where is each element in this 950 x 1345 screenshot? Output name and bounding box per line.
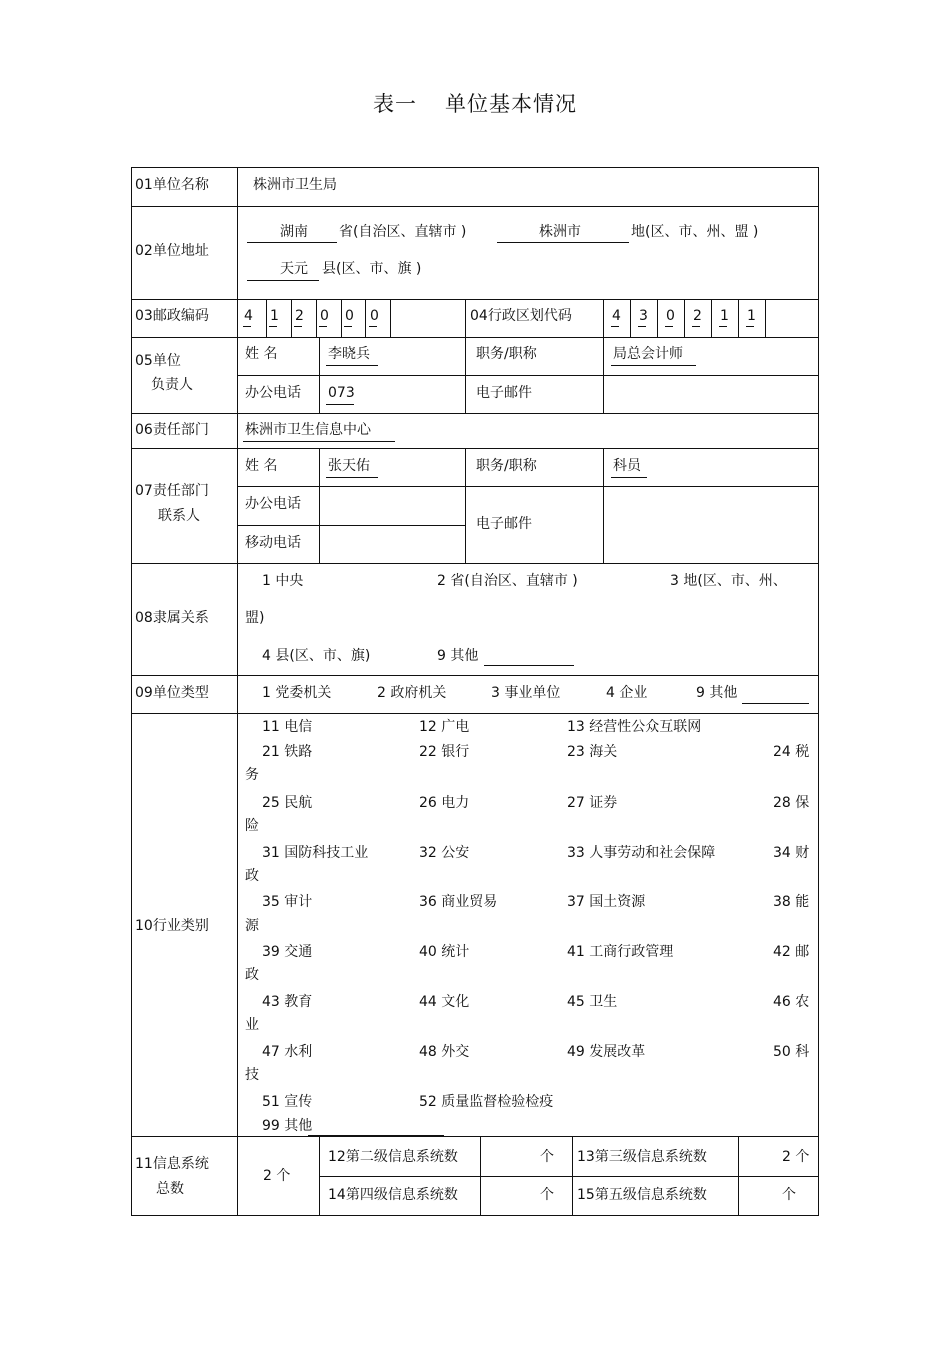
level4-count-value[interactable]: 个 [540, 1187, 554, 1203]
admin-digit[interactable]: 1 [720, 308, 729, 324]
row-divider [237, 525, 465, 526]
postal-digit[interactable]: 0 [345, 308, 354, 324]
level3-count-value[interactable]: 2 个 [782, 1149, 810, 1165]
contact-name-label: 姓 名 [245, 458, 278, 474]
digit-divider [316, 299, 317, 337]
digit-tick [294, 326, 302, 327]
province-suffix: 省(自治区、直辖市 ) [339, 224, 467, 240]
leader-phone-underline [326, 404, 354, 405]
level3-count-label: 13第三级信息系统数 [577, 1149, 707, 1165]
industry-item-wrap: 险 [245, 818, 259, 834]
industry-item[interactable]: 48 外交 [419, 1044, 470, 1060]
col-divider [480, 1136, 481, 1215]
responsible-dept-underline [243, 441, 395, 442]
digit-divider [711, 299, 712, 337]
digit-tick [344, 326, 352, 327]
digit-tick [719, 326, 727, 327]
admin-digit[interactable]: 2 [693, 308, 702, 324]
industry-item[interactable]: 35 审计 [262, 894, 313, 910]
col-divider [465, 337, 466, 413]
label-leader-line1: 05单位 [135, 353, 181, 369]
level2-count-value[interactable]: 个 [540, 1149, 554, 1165]
industry-item-wrap: 政 [245, 967, 259, 983]
row-divider [132, 448, 818, 449]
postal-digit[interactable]: 1 [270, 308, 279, 324]
industry-item[interactable]: 32 公安 [419, 845, 470, 861]
label-contact-line2: 联系人 [158, 508, 200, 524]
contact-title-label: 职务/职称 [476, 458, 537, 474]
label-responsible-dept: 06责任部门 [135, 422, 209, 438]
province-value[interactable]: 湖南 [280, 224, 308, 240]
digit-divider [341, 299, 342, 337]
digit-tick [692, 326, 700, 327]
unit-name-value[interactable]: 株洲市卫生局 [253, 177, 337, 193]
leader-title-label: 职务/职称 [476, 346, 537, 362]
industry-item[interactable]: 22 银行 [419, 744, 470, 760]
digit-divider [684, 299, 685, 337]
system-total-value[interactable]: 2 个 [263, 1168, 291, 1184]
leader-title-underline [611, 365, 696, 366]
title-table-number: 表一 [373, 92, 417, 116]
industry-item-wrap: 政 [245, 868, 259, 884]
col-divider [237, 168, 238, 1215]
digit-divider [266, 299, 267, 337]
row-divider [237, 375, 818, 376]
county-value[interactable]: 天元 [280, 261, 308, 277]
industry-item[interactable]: 28 保 [773, 795, 810, 811]
contact-name-value[interactable]: 张天佑 [328, 458, 370, 474]
leader-title-value[interactable]: 局总会计师 [613, 346, 683, 362]
industry-item[interactable]: 13 经营性公众互联网 [567, 719, 702, 735]
industry-item-wrap: 源 [245, 918, 259, 934]
leader-name-underline [326, 365, 378, 366]
row-divider [132, 206, 818, 207]
industry-item[interactable]: 40 统计 [419, 944, 470, 960]
info-table [131, 167, 819, 1216]
row-divider [132, 563, 818, 564]
label-unit-name: 01单位名称 [135, 177, 209, 193]
col-divider [572, 1136, 573, 1215]
responsible-dept-value[interactable]: 株洲市卫生信息中心 [245, 422, 371, 438]
affiliation-option-central[interactable]: 1 中央 [262, 573, 304, 589]
label-unit-address: 02单位地址 [135, 243, 209, 259]
label-admin-code: 04行政区划代码 [470, 308, 572, 324]
industry-item-wrap: 务 [245, 767, 259, 783]
contact-mobile-label: 移动电话 [245, 535, 301, 551]
page-title [0, 88, 950, 118]
label-postal-code: 03邮政编码 [135, 308, 209, 324]
city-underline [497, 242, 629, 243]
level4-count-label: 14第四级信息系统数 [328, 1187, 458, 1203]
col-divider [603, 337, 604, 413]
row-divider [132, 337, 818, 338]
label-contact-line1: 07责任部门 [135, 483, 209, 499]
digit-divider [365, 299, 366, 337]
digit-tick [369, 326, 377, 327]
digit-divider [657, 299, 658, 337]
col-divider [319, 337, 320, 413]
unit-type-government[interactable]: 2 政府机关 [377, 685, 447, 701]
postal-digit[interactable]: 0 [320, 308, 329, 324]
col-divider [603, 448, 604, 563]
col-divider [603, 299, 604, 337]
row-divider [132, 675, 818, 676]
digit-tick [269, 326, 277, 327]
col-divider [319, 1136, 320, 1215]
affiliation-option-county[interactable]: 4 县(区、市、旗) [262, 648, 371, 664]
admin-digit[interactable]: 3 [639, 308, 648, 324]
digit-tick [746, 326, 754, 327]
level5-count-value[interactable]: 个 [782, 1187, 796, 1203]
industry-item[interactable]: 47 水利 [262, 1044, 313, 1060]
affiliation-option-other[interactable]: 9 其他 [437, 648, 479, 664]
digit-tick [638, 326, 646, 327]
industry-item[interactable]: 42 邮 [773, 944, 810, 960]
digit-tick [665, 326, 673, 327]
label-unit-type: 09单位类型 [135, 685, 209, 701]
leader-name-label: 姓 名 [245, 346, 278, 362]
affiliation-option-prefecture-wrap: 盟) [245, 610, 265, 626]
county-suffix: 县(区、市、旗 ) [322, 261, 422, 277]
digit-divider [630, 299, 631, 337]
unit-type-other-underline [742, 703, 809, 704]
digit-tick [611, 326, 619, 327]
industry-item[interactable]: 21 铁路 [262, 744, 313, 760]
industry-item[interactable]: 39 交通 [262, 944, 313, 960]
industry-item[interactable]: 31 国防科技工业 [262, 845, 369, 861]
industry-item[interactable]: 49 发展改革 [567, 1044, 646, 1060]
industry-other-underline [308, 1135, 444, 1136]
industry-item[interactable]: 43 教育 [262, 994, 313, 1010]
industry-item[interactable]: 37 国土资源 [567, 894, 646, 910]
row-divider [319, 1176, 818, 1177]
industry-item[interactable]: 46 农 [773, 994, 810, 1010]
contact-phone-label: 办公电话 [245, 496, 301, 512]
col-divider [319, 448, 320, 563]
industry-item[interactable]: 50 科 [773, 1044, 810, 1060]
admin-digit[interactable]: 1 [747, 308, 756, 324]
digit-divider [291, 299, 292, 337]
postal-digit[interactable]: 2 [295, 308, 304, 324]
label-affiliation: 08隶属关系 [135, 610, 209, 626]
digit-tick [319, 326, 327, 327]
affiliation-option-prefecture[interactable]: 3 地(区、市、州、 [670, 573, 787, 589]
industry-item-wrap: 业 [245, 1017, 259, 1033]
industry-item[interactable]: 33 人事劳动和社会保障 [567, 845, 716, 861]
contact-name-underline [326, 477, 378, 478]
unit-type-institution[interactable]: 3 事业单位 [491, 685, 561, 701]
leader-email-label: 电子邮件 [476, 385, 532, 401]
level5-count-label: 15第五级信息系统数 [577, 1187, 707, 1203]
leader-phone-label: 办公电话 [245, 385, 301, 401]
industry-item[interactable]: 36 商业贸易 [419, 894, 498, 910]
city-suffix: 地(区、市、州、盟 ) [631, 224, 759, 240]
unit-type-party[interactable]: 1 党委机关 [262, 685, 332, 701]
digit-divider [390, 299, 391, 337]
row-divider [132, 1136, 818, 1137]
postal-digit[interactable]: 0 [370, 308, 379, 324]
industry-item-other[interactable]: 99 其他 [262, 1118, 313, 1134]
province-underline [247, 242, 337, 243]
industry-item[interactable]: 25 民航 [262, 795, 313, 811]
industry-item[interactable]: 26 电力 [419, 795, 470, 811]
affiliation-other-underline [484, 665, 574, 666]
industry-item[interactable]: 11 电信 [262, 719, 313, 735]
label-system-total-line2: 总数 [156, 1181, 184, 1197]
col-divider [465, 299, 466, 337]
industry-item[interactable]: 41 工商行政管理 [567, 944, 674, 960]
row-divider [132, 713, 818, 714]
row-divider [132, 299, 818, 300]
col-divider [465, 448, 466, 563]
industry-item[interactable]: 52 质量监督检验检疫 [419, 1094, 554, 1110]
industry-item[interactable]: 34 财 [773, 845, 810, 861]
label-system-total-line1: 11信息系统 [135, 1156, 209, 1172]
leader-phone-value[interactable]: 073 [328, 385, 355, 401]
unit-type-enterprise[interactable]: 4 企业 [606, 685, 648, 701]
col-divider [738, 1136, 739, 1215]
industry-item[interactable]: 38 能 [773, 894, 810, 910]
industry-item[interactable]: 51 宣传 [262, 1094, 313, 1110]
contact-title-underline [611, 477, 647, 478]
affiliation-option-province[interactable]: 2 省(自治区、直辖市 ) [437, 573, 578, 589]
digit-divider [738, 299, 739, 337]
digit-tick [243, 326, 251, 327]
admin-digit[interactable]: 4 [612, 308, 621, 324]
digit-divider [765, 299, 766, 337]
postal-digit[interactable]: 4 [244, 308, 253, 324]
city-value[interactable]: 株洲市 [539, 224, 581, 240]
industry-item[interactable]: 23 海关 [567, 744, 618, 760]
contact-title-value[interactable]: 科员 [613, 458, 641, 474]
industry-item-wrap: 技 [245, 1067, 259, 1083]
county-underline [247, 280, 319, 281]
industry-item[interactable]: 45 卫生 [567, 994, 618, 1010]
unit-type-other[interactable]: 9 其他 [696, 685, 738, 701]
title-text: 单位基本情况 [445, 92, 577, 116]
level2-count-label: 12第二级信息系统数 [328, 1149, 458, 1165]
leader-name-value[interactable]: 李晓兵 [328, 346, 370, 362]
admin-digit[interactable]: 0 [666, 308, 675, 324]
label-leader-line2: 负责人 [151, 377, 193, 393]
industry-item[interactable]: 12 广电 [419, 719, 470, 735]
contact-email-label: 电子邮件 [476, 516, 532, 532]
row-divider [237, 486, 818, 487]
industry-item[interactable]: 27 证券 [567, 795, 618, 811]
industry-item[interactable]: 44 文化 [419, 994, 470, 1010]
row-divider [132, 413, 818, 414]
industry-item[interactable]: 24 税 [773, 744, 810, 760]
label-industry: 10行业类别 [135, 918, 209, 934]
